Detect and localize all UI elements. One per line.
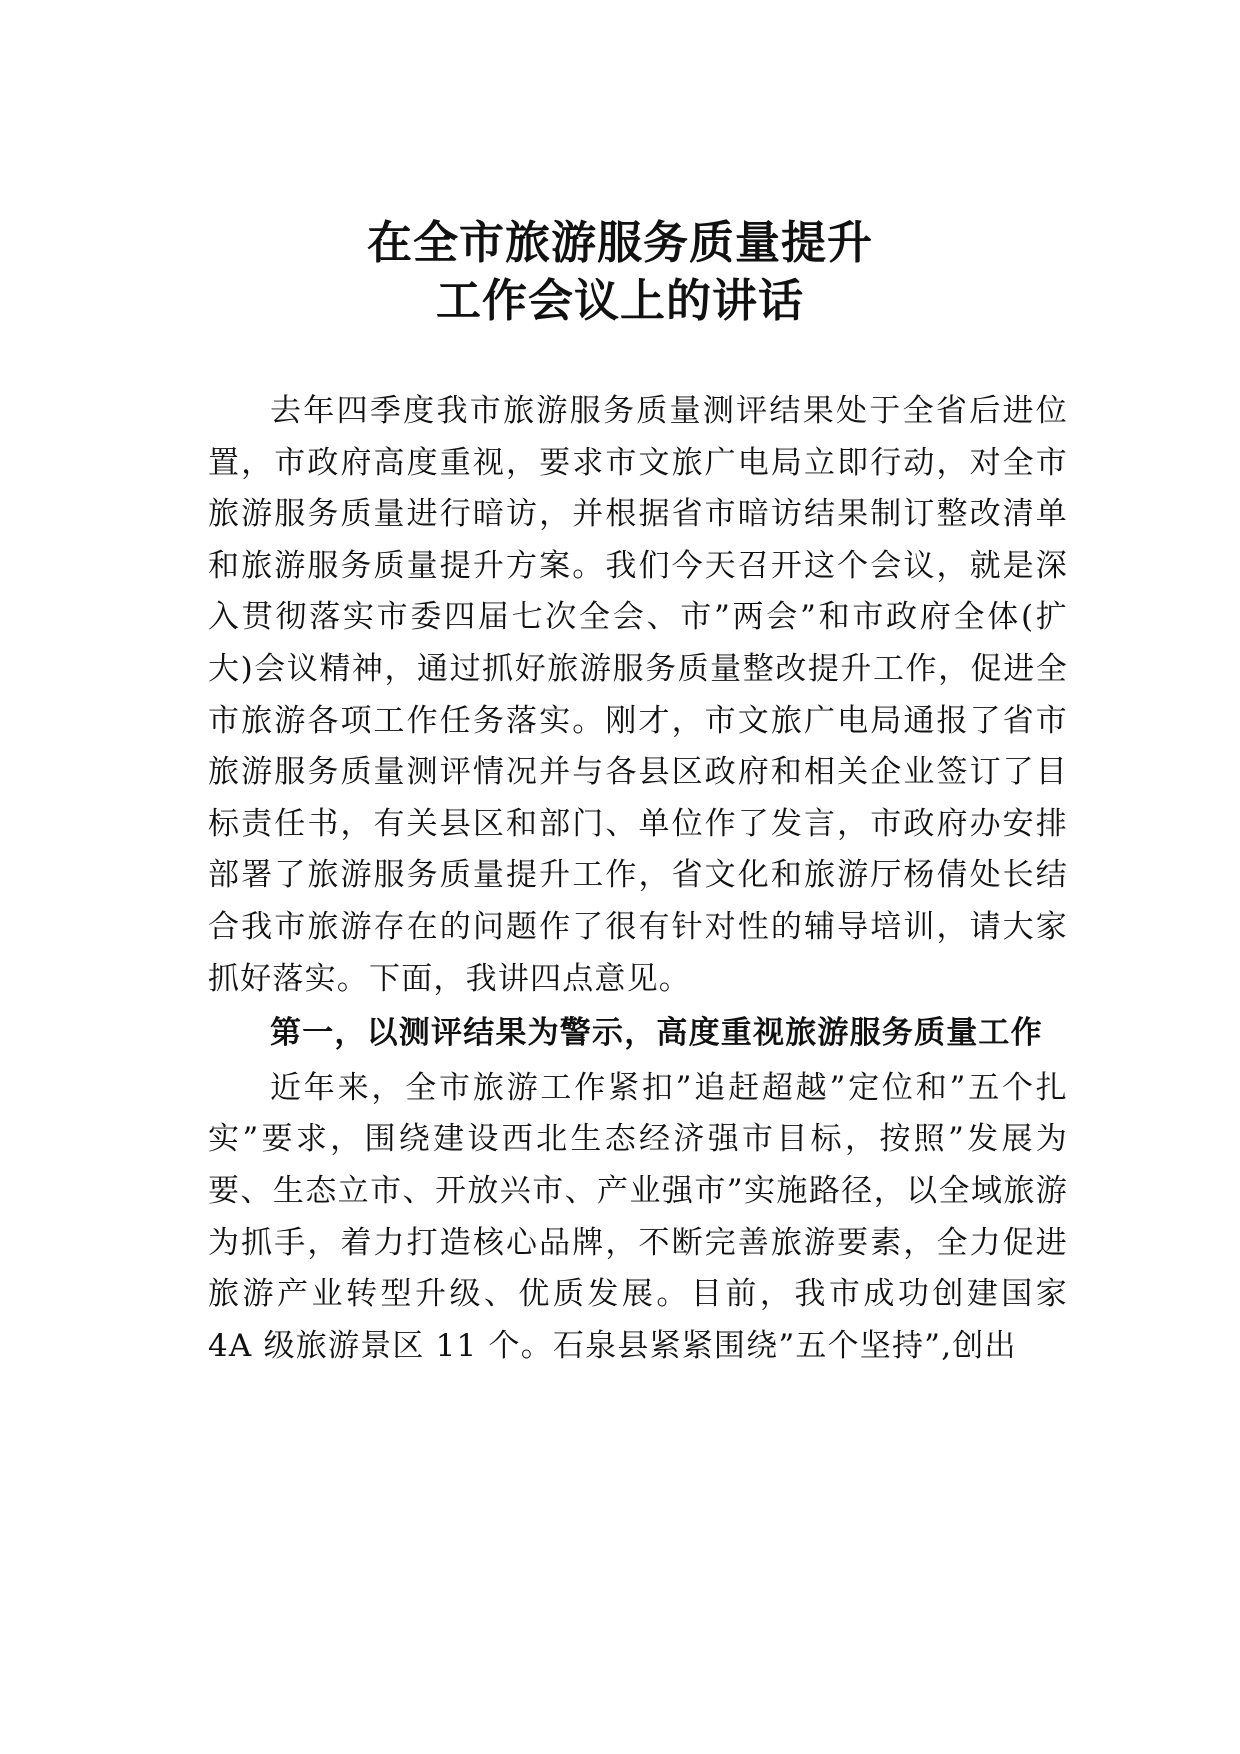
paragraph: 去年四季度我市旅游服务质量测评结果处于全省后进位置，市政府高度重视，要求市文旅广电局立即行动，对全市旅游服务质量进行暗访，并根据省市暗访结果制订整改清单和旅游服务质量提升方案。我们今天召开这个会议，就是深入贯彻落实市委四届七次全会、市”两会”和市政府全体(扩大)会议精神，通过抓好旅游服务质量整改提升工作，促进全市旅游各项工作任务落实。刚才，市文旅广电局通报了省市旅游服务质量测评情况并与各县区政府和相关企业签订了目标责任书，有关县区和部门、单位作了发言，市政府办安排部署了旅游服务质量提升工作，省文化和旅游厅杨倩处长结合我市旅游存在的问题作了很有针对性的辅导培训，请大家抓好落实。下面，我讲四点意见。 (208, 393, 1068, 997)
section-heading: 第一，以测评结果为警示，高度重视旅游服务质量工作 (270, 1015, 1043, 1052)
title-line-2: 工作会议上的讲话 (435, 274, 804, 327)
paragraph: 近年来，全市旅游工作紧扣”追赶超越”定位和”五个扎实”要求，围绕建设西北生态经济强市目标，按照”发展为要、生态立市、开放兴市、产业强市”实施路径，以全域旅游为抓手，着力打造核心品牌，不断完善旅游要素，全力促进旅游产业转型升级、优质发展。目前，我市成功创建国家 4A 级旅游景区 11 个。石泉县紧紧围绕”五个坚持”,创出 (208, 1069, 1068, 1364)
document-body (208, 386, 1068, 1372)
title-line-1: 在全市旅游服务质量提升 (366, 216, 873, 269)
document-title (0, 214, 1240, 330)
